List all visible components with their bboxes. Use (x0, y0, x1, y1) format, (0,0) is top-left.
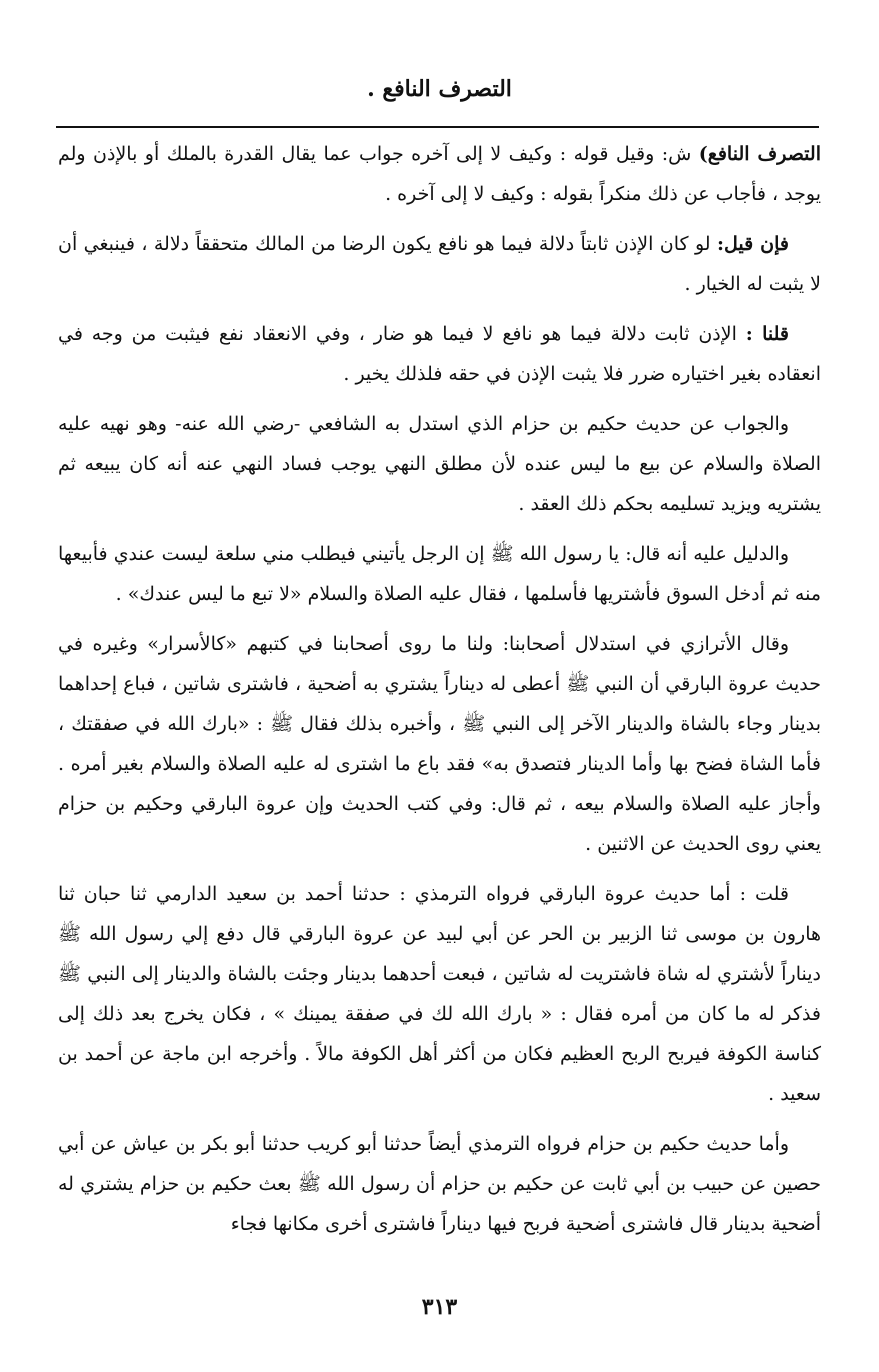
paragraph-1-text: ش: وقيل قوله : وكيف لا إلى آخره جواب عما يقال القدرة بالملك أو بالإذن ولم يوجد ، فأجاب عن ذلك منكراً بقوله : وكيف لا إلى آخره . (58, 143, 821, 205)
page-number: ٣١٣ (421, 1294, 458, 1320)
paragraph-8-text: وأما حديث حكيم بن حزام فرواه الترمذي أيضاً حدثنا أبو كريب حدثنا أبو بكر بن عياش عن أبي حصين عن حبيب بن أبي ثابت عن حكيم بن حزام أن رسول الله ﷺ بعث حكيم بن حزام يشتري له أضحية بدينار قال فاشترى أضحية فربح فيها ديناراً فاشترى أخرى مكانها فجاء (58, 1133, 821, 1235)
paragraph-7-text: قلت : أما حديث عروة البارقي فرواه الترمذي : حدثنا أحمد بن سعيد الدارمي ثنا حبان ثنا هارون بن موسى ثنا الزبير بن الحر عن أبي لبيد عن عروة البارقي قال دفع إلي رسول الله ﷺ ديناراً لأشتري له شاة فاشتريت له شاتين ، فبعت أحدهما بدينار وجئت بالشاة والدينار إلى النبي ﷺ فذكر له ما كان من أمره فقال : « بارك الله لك في صفقة يمينك » ، فكان يخرج بعد ذلك إلى كناسة الكوفة فيربح الربح العظيم فكان من أكثر أهل الكوفة مالاً . وأخرجه ابن ماجة عن أحمد بن سعيد . (58, 883, 821, 1105)
paragraph-5 (58, 534, 821, 614)
paragraph-4-text: والجواب عن حديث حكيم بن حزام الذي استدل به الشافعي -رضي الله عنه- وهو نهيه عليه الصلاة والسلام عن بيع ما ليس عنده لأن مطلق النهي يوجب فساد النهي عنه أنه كان يبيعه ثم يشتريه ويزيد تسليمه بحكم ذلك العقد . (58, 413, 821, 515)
paragraph-4 (58, 404, 821, 524)
paragraph-1-lead: التصرف النافع) (698, 143, 821, 165)
main-text (58, 134, 821, 1254)
paragraph-3 (58, 314, 821, 394)
header-rule (56, 126, 819, 128)
paragraph-5-text: والدليل عليه أنه قال: يا رسول الله ﷺ إن الرجل يأتيني فيطلب مني سلعة ليست عندي فأبيعها منه ثم أدخل السوق فأشتريها فأسلمها ، فقال عليه الصلاة والسلام «لا تبع ما ليس عندك» . (58, 543, 821, 605)
paragraph-7 (58, 874, 821, 1114)
paragraph-1 (58, 134, 821, 214)
paragraph-6-text: وقال الأترازي في استدلال أصحابنا: ولنا ما روى أصحابنا في كتبهم «كالأسرار» وغيره في حديث عروة البارقي أن النبي ﷺ أعطى له ديناراً يشتري به أضحية ، فاشترى شاتين ، فباع إحداهما بدينار وجاء بالشاة والدينار الآخر إلى النبي ﷺ ، وأخبره بذلك فقال ﷺ : «بارك الله في صفقتك ، فأما الشاة فضح بها وأما الدينار فتصدق به» فقد باع ما اشترى له عليه الصلاة والسلام بغير أمره . وأجاز عليه الصلاة والسلام بيعه ، ثم قال: وفي كتب الحديث وإن عروة البارقي وحكيم بن حزام يعني روى الحديث عن الاثنين . (58, 633, 821, 855)
paragraph-3-lead: قلنا : (745, 323, 789, 345)
paragraph-2-text: لو كان الإذن ثابتاً دلالة فيما هو نافع يكون الرضا من المالك متحققاً دلالة ، فينبغي أن لا يثبت له الخيار . (58, 233, 821, 295)
running-title: التصرف النافع . (367, 76, 512, 102)
paragraph-2-lead: فإن قيل: (716, 233, 789, 255)
paragraph-3-text: الإذن ثابت دلالة فيما هو نافع لا فيما هو ضار ، وفي الانعقاد نفع فيثبت من وجه في انعقاده بغير اختياره ضرر فلا يثبت الإذن في حقه فلذلك يخير . (58, 323, 821, 385)
paragraph-8 (58, 1124, 821, 1244)
paragraph-2 (58, 224, 821, 304)
paragraph-6 (58, 624, 821, 864)
